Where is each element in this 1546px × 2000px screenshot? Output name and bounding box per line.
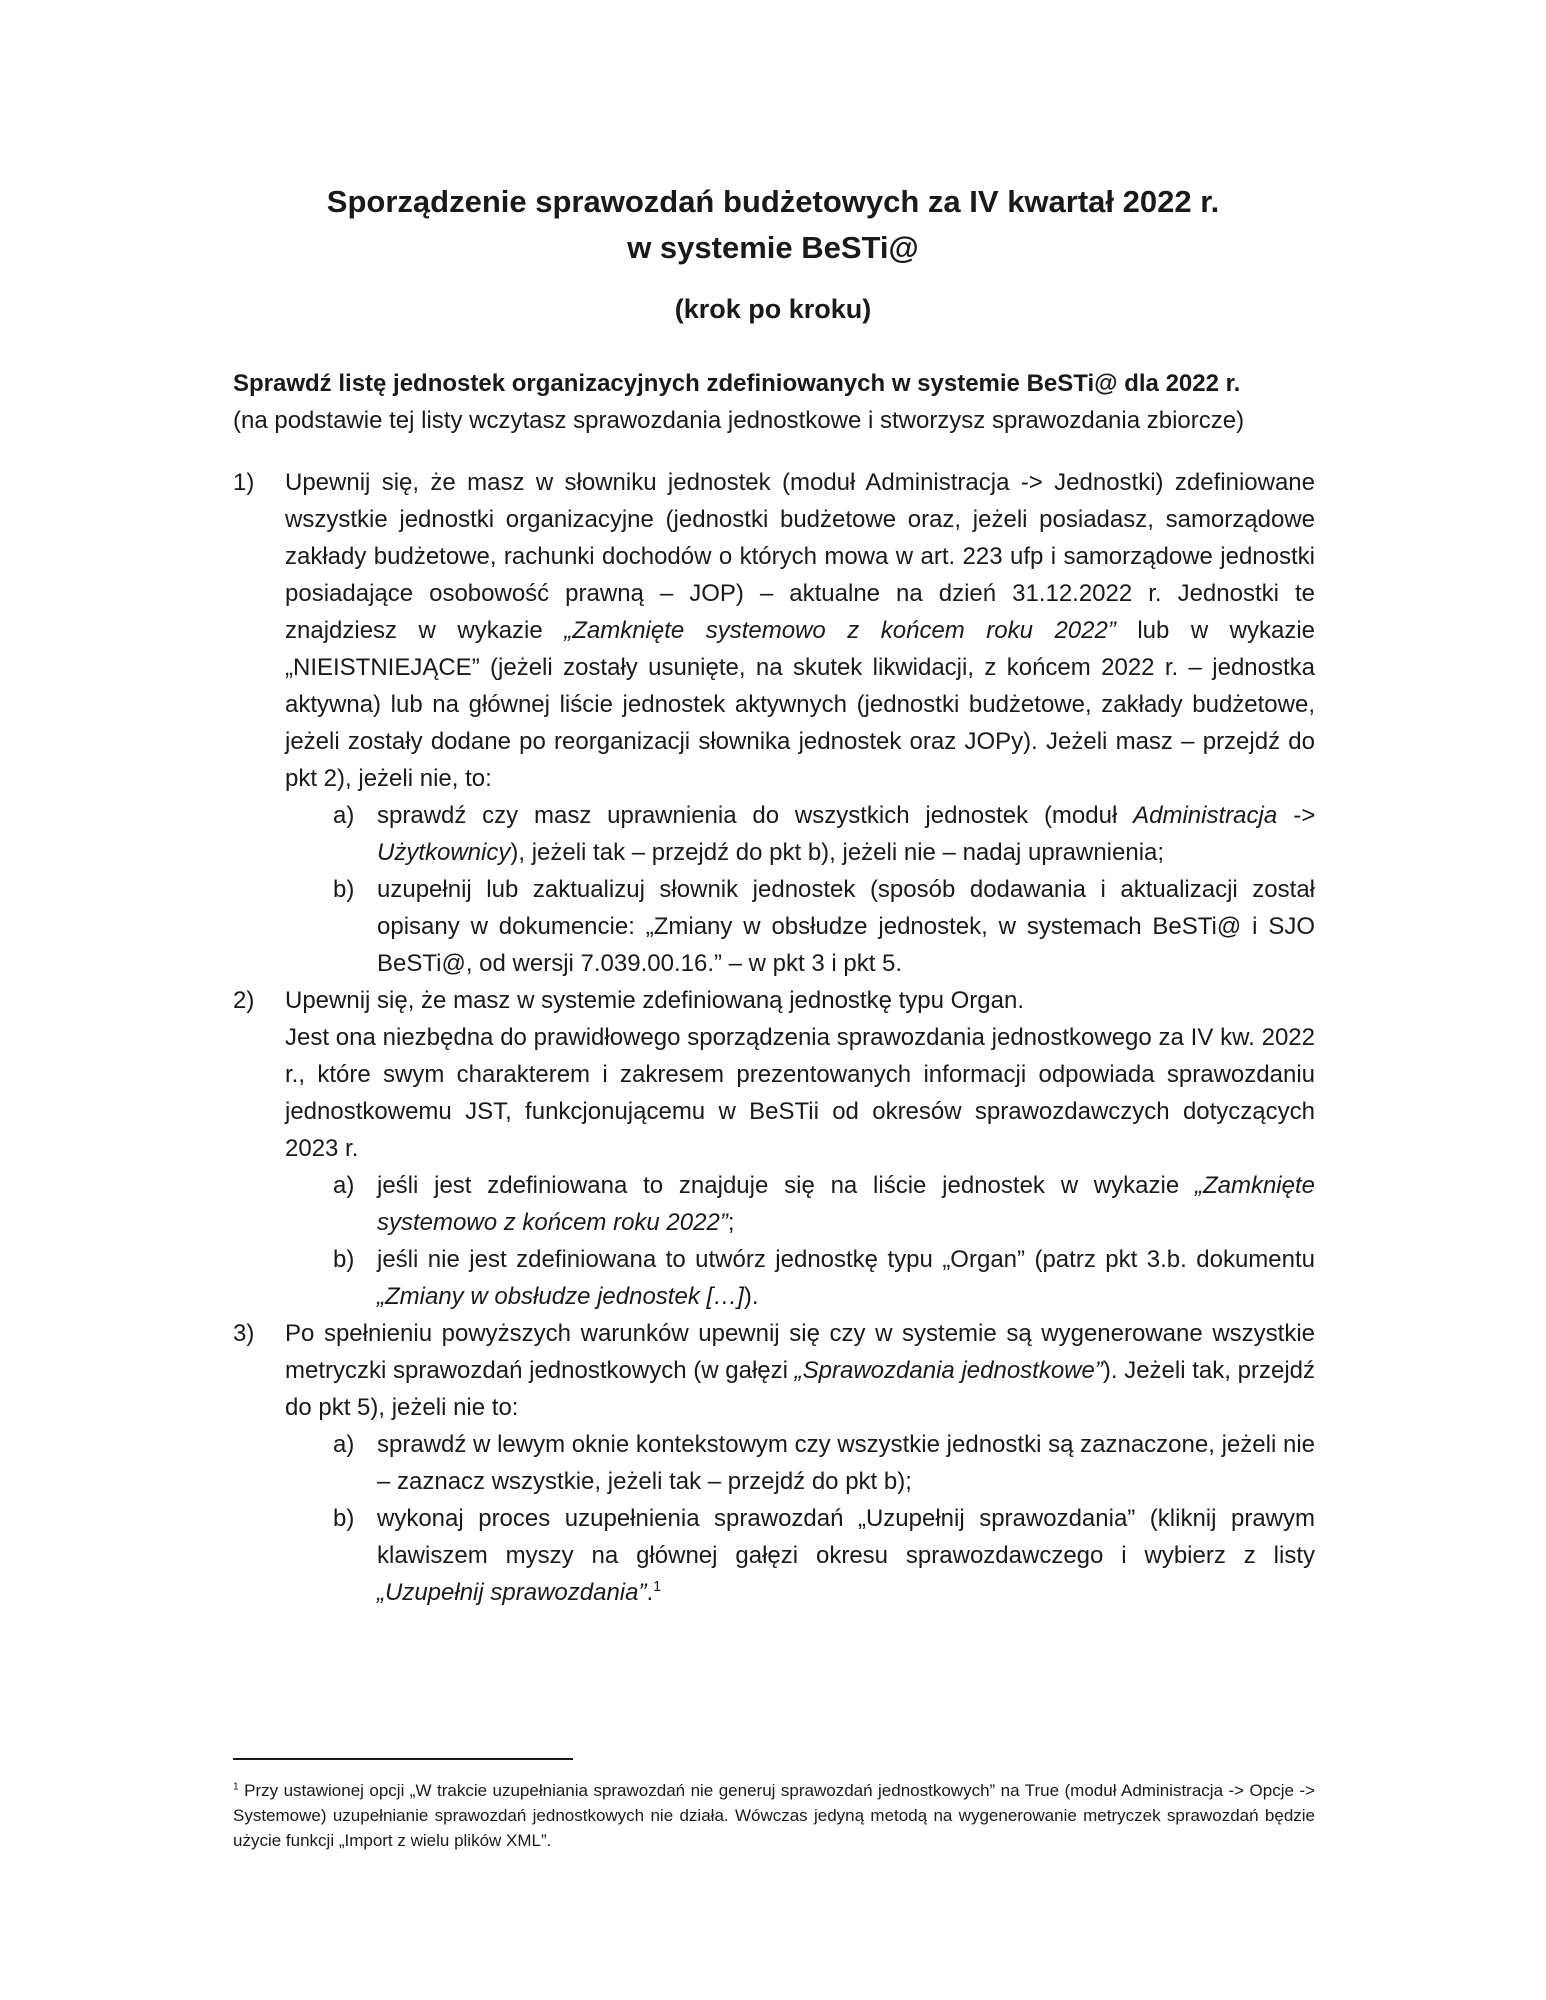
substep-text: uzupełnij lub zaktualizuj słownik jednostek (sposób dodawania i aktualizacji został opisany w dokumencie: „Zmiany w obsłudze jednostek, w systemach BeSTi@ i SJO BeSTi@, od wersji 7.039.00.16.” – w pkt 3 i pkt 5. [377, 876, 1315, 977]
document-title-line2: w systemie BeSTi@ [627, 230, 919, 265]
substep-text: . [646, 1579, 654, 1606]
step-number: 3) [233, 1320, 255, 1347]
substep-letter: b) [333, 1246, 355, 1273]
footnote-separator [233, 1758, 573, 1760]
step-1 [233, 464, 1315, 982]
step-text [285, 1315, 1315, 1426]
step-text [285, 464, 1315, 797]
steps-list [233, 464, 1315, 1611]
substep-text: sprawdź czy masz uprawnienia do wszystkich jednostek (moduł [377, 802, 1134, 829]
substep-2b [333, 1241, 1315, 1315]
step-text-continued: Jest ona niezbędna do prawidłowego sporządzenia sprawozdania jednostkowego za IV kw. 2022 r., które swym charakterem i zakresem prezentowanych informacji odpowiada sprawozdaniu jednostkowemu JST, funkcjonującemu w BeSTii od okresów sprawozdawczych dotyczących 2023 r. [285, 1024, 1315, 1162]
intro-heading: Sprawdź listę jednostek organizacyjnych zdefiniowanych w systemie BeSTi@ dla 2022 r. [233, 370, 1241, 397]
step-text-part: Upewnij się, że masz w słowniku jednostek (moduł Administracja -> Jednostki) zdefiniowane wszystkie jednostki organizacyjne (jednostki budżetowe oraz, jeżeli posiadasz, samorządowe zakłady budżetowe, rachunki dochodów o których mowa w art. 223 ufp i samorządowe jednostki posiadające osobowość prawną – JOP) – aktualne na dzień 31.12.2022 r. Jednostki te znajdziesz w wykazie [285, 469, 1315, 644]
intro-note: (na podstawie tej listy wczytasz sprawozdania jednostkowe i stworzysz sprawozdania zbiorcze) [233, 407, 1245, 434]
footnote-reference: 1 [653, 1579, 662, 1595]
substep-letter: b) [333, 876, 355, 903]
footnote-text: Przy ustawionej opcji „W trakcie uzupełniania sprawozdań nie generuj sprawozdań jednostkowych” na True (moduł Administracja -> Opcje -> Systemowe) uzupełnianie sprawozdań jednostkowych nie działa. Wówczas jedyną metodą na wygenerowanie metryczek sprawozdań będzie użycie funkcji „Import z wielu plików XML”. [233, 1781, 1315, 1850]
document-subtitle: (krok po kroku) [674, 294, 872, 324]
substep-text: wykonaj proces uzupełnienia sprawozdań „Uzupełnij sprawozdania” (kliknij prawym klawiszem myszy na głównej gałęzi okresu sprawozdawczego i wybierz z listy [377, 1505, 1315, 1569]
substeps-list [285, 797, 1315, 982]
footnote-mark: 1 [233, 1781, 239, 1793]
substep-text-italic: „Zmiany w obsłudze jednostek […] [377, 1283, 744, 1310]
substep-3b [333, 1500, 1315, 1611]
step-text-italic: „Zamknięte systemowo z końcem roku 2022” [564, 617, 1116, 644]
step-text-part: Po spełnieniu powyższych warunków upewnij się czy w systemie są wygenerowane wszystkie metryczki sprawozdań jednostkowych (w gałęzi [285, 1320, 1315, 1384]
substep-text: ; [727, 1209, 735, 1236]
document-title-line1: Sporządzenie sprawozdań budżetowych za IV kwartał 2022 r. [326, 184, 1220, 219]
substep-1a [333, 797, 1315, 871]
step-3 [233, 1315, 1315, 1611]
substep-letter: a) [333, 1172, 355, 1199]
substep-text-italic: „Uzupełnij sprawozdania” [377, 1579, 647, 1606]
substep-text-italic: „Zamknięte systemowo z końcem roku 2022” [377, 1172, 1315, 1236]
substeps-list [285, 1167, 1315, 1315]
substep-3a [333, 1426, 1315, 1500]
substep-1b [333, 871, 1315, 982]
step-text-part: lub w wykazie „NIEISTNIEJĄCE” (jeżeli zostały usunięte, na skutek likwidacji, z końcem 2022 r. – jednostka aktywna) lub na głównej liście jednostek aktywnych (jednostki budżetowe, zakłady budżetowe, jeżeli zostały dodane po reorganizacji słownika jednostek oraz JOPy). Jeżeli masz – przejdź do pkt 2), jeżeli nie, to: [285, 617, 1316, 792]
substep-text-italic: Administracja -> Użytkownicy [377, 802, 1315, 866]
footnote [233, 1778, 1315, 1853]
substeps-list [285, 1426, 1315, 1611]
step-text-italic: „Sprawozdania jednostkowe” [794, 1357, 1103, 1384]
substep-text: sprawdź w lewym oknie kontekstowym czy wszystkie jednostki są zaznaczone, jeżeli nie – zaznacz wszystkie, jeżeli tak – przejdź do pkt b); [377, 1431, 1315, 1495]
substep-text: ), jeżeli tak – przejdź do pkt b), jeżeli nie – nadaj uprawnienia; [510, 839, 1165, 866]
step-number: 2) [233, 987, 255, 1014]
substep-2a [333, 1167, 1315, 1241]
substep-text: jeśli nie jest zdefiniowana to utwórz jednostkę typu „Organ” (patrz pkt 3.b. dokumentu [377, 1246, 1315, 1273]
step-number: 1) [233, 469, 255, 496]
substep-letter: a) [333, 802, 355, 829]
step-text: Upewnij się, że masz w systemie zdefiniowaną jednostkę typu Organ. [285, 987, 1025, 1014]
step-2 [233, 982, 1315, 1315]
substep-letter: a) [333, 1431, 355, 1458]
step-text-part: ). Jeżeli tak, przejdź do pkt 5), jeżeli nie to: [285, 1357, 1316, 1421]
substep-text: ). [743, 1283, 759, 1310]
substep-text: jeśli jest zdefiniowana to znajduje się na liście jednostek w wykazie [377, 1172, 1195, 1199]
substep-letter: b) [333, 1505, 355, 1532]
